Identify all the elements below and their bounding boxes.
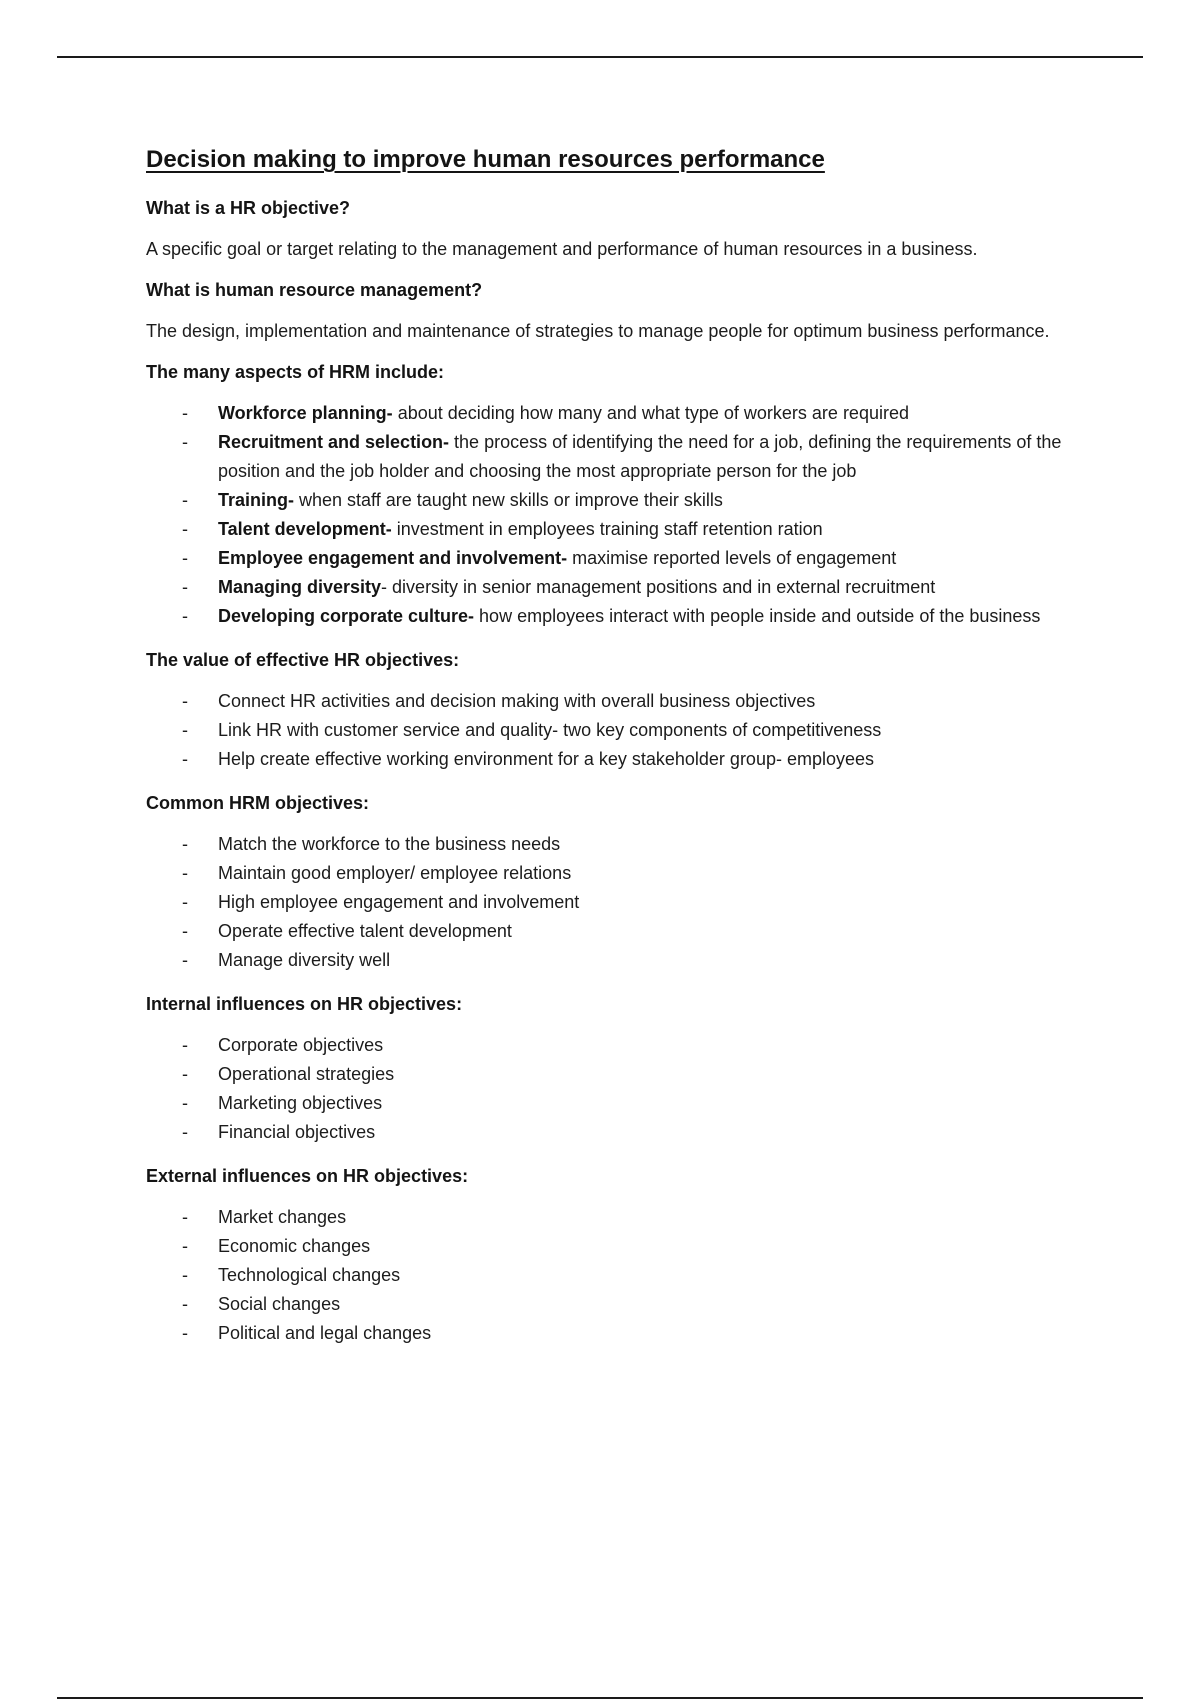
item-text: Political and legal changes: [218, 1323, 432, 1343]
item-text: Corporate objectives: [218, 1035, 384, 1055]
bullet-dash: -: [182, 1265, 188, 1285]
value-list: [146, 687, 1066, 774]
item-description: when staff are taught new skills or improve their skills: [294, 490, 723, 510]
item-text: Economic changes: [218, 1236, 371, 1256]
list-item: [146, 716, 1066, 745]
list-item: [146, 687, 1066, 716]
bullet-dash: -: [182, 606, 188, 626]
list-item: [146, 1089, 1066, 1118]
value-heading: The value of effective HR objectives:: [146, 650, 460, 670]
item-text: Match the workforce to the business needs: [218, 834, 561, 854]
bullet-dash: -: [182, 892, 188, 912]
list-item: [146, 399, 1066, 428]
top-rule: [57, 56, 1143, 58]
item-term: Employee engagement and involvement-: [218, 548, 568, 568]
bullet-dash: -: [182, 834, 188, 854]
bullet-dash: -: [182, 1323, 188, 1343]
item-term: Recruitment and selection-: [218, 432, 450, 452]
bullet-dash: -: [182, 403, 188, 423]
bullet-dash: -: [182, 1236, 188, 1256]
bullet-dash: -: [182, 490, 188, 510]
hr-objective-definition: A specific goal or target relating to the management and performance of human resources in a business.: [146, 239, 978, 259]
document-body: [146, 144, 1066, 1365]
list-item: [146, 1232, 1066, 1261]
bullet-dash: -: [182, 921, 188, 941]
item-text: Social changes: [218, 1294, 341, 1314]
item-description: - diversity in senior management positions and in external recruitment: [381, 577, 936, 597]
item-text: Financial objectives: [218, 1122, 376, 1142]
list-item: [146, 428, 1066, 486]
list-item: [146, 602, 1066, 631]
item-term: Managing diversity: [218, 577, 382, 597]
item-text: Manage diversity well: [218, 950, 391, 970]
list-item: [146, 946, 1066, 975]
hrm-heading: What is human resource management?: [146, 280, 483, 300]
item-description: how employees interact with people inside and outside of the business: [474, 606, 1041, 626]
bullet-dash: -: [182, 863, 188, 883]
item-term: Workforce planning-: [218, 403, 393, 423]
list-item: [146, 888, 1066, 917]
bullet-dash: -: [182, 1122, 188, 1142]
item-text: Maintain good employer/ employee relations: [218, 863, 572, 883]
hrm-definition: The design, implementation and maintenance of strategies to manage people for optimum business performance.: [146, 321, 1050, 341]
external-influences-list: [146, 1203, 1066, 1348]
item-term: Training-: [218, 490, 294, 510]
item-description: the process of identifying the need for a job, defining the requirements of the position and the job holder and choosing the most appropriate person for the job: [218, 432, 1062, 481]
list-item: [146, 1031, 1066, 1060]
bullet-dash: -: [182, 1035, 188, 1055]
item-text: Link HR with customer service and quality- two key components of competitiveness: [218, 720, 882, 740]
item-text: High employee engagement and involvement: [218, 892, 580, 912]
bullet-dash: -: [182, 577, 188, 597]
internal-influences-heading: Internal influences on HR objectives:: [146, 994, 463, 1014]
list-item: [146, 1290, 1066, 1319]
item-term: Talent development-: [218, 519, 392, 539]
list-item: [146, 544, 1066, 573]
item-text: Operational strategies: [218, 1064, 395, 1084]
item-description: maximise reported levels of engagement: [567, 548, 897, 568]
item-text: Market changes: [218, 1207, 347, 1227]
item-text: Technological changes: [218, 1265, 401, 1285]
internal-influences-list: [146, 1031, 1066, 1147]
bullet-dash: -: [182, 1294, 188, 1314]
list-item: [146, 573, 1066, 602]
list-item: [146, 1060, 1066, 1089]
item-text: Marketing objectives: [218, 1093, 383, 1113]
bullet-dash: -: [182, 950, 188, 970]
item-text: Operate effective talent development: [218, 921, 512, 941]
bullet-dash: -: [182, 548, 188, 568]
list-item: [146, 745, 1066, 774]
bullet-dash: -: [182, 1093, 188, 1113]
common-objectives-heading: Common HRM objectives:: [146, 793, 370, 813]
item-term: Developing corporate culture-: [218, 606, 475, 626]
aspects-heading: The many aspects of HRM include:: [146, 362, 445, 382]
page-title: Decision making to improve human resources performance: [146, 146, 825, 173]
list-item: [146, 1203, 1066, 1232]
aspects-list: [146, 399, 1066, 631]
list-item: [146, 515, 1066, 544]
bullet-dash: -: [182, 432, 188, 452]
list-item: [146, 830, 1066, 859]
bullet-dash: -: [182, 691, 188, 711]
bullet-dash: -: [182, 1207, 188, 1227]
list-item: [146, 859, 1066, 888]
item-description: about deciding how many and what type of workers are required: [392, 403, 909, 423]
external-influences-heading: External influences on HR objectives:: [146, 1166, 469, 1186]
common-objectives-list: [146, 830, 1066, 975]
hr-objective-heading: What is a HR objective?: [146, 198, 351, 218]
bottom-rule: [57, 1697, 1143, 1699]
bullet-dash: -: [182, 749, 188, 769]
list-item: [146, 1261, 1066, 1290]
bullet-dash: -: [182, 1064, 188, 1084]
list-item: [146, 917, 1066, 946]
bullet-dash: -: [182, 519, 188, 539]
item-text: Help create effective working environment for a key stakeholder group- employees: [218, 749, 875, 769]
list-item: [146, 486, 1066, 515]
list-item: [146, 1319, 1066, 1348]
item-text: Connect HR activities and decision making with overall business objectives: [218, 691, 816, 711]
item-description: investment in employees training staff retention ration: [391, 519, 823, 539]
bullet-dash: -: [182, 720, 188, 740]
list-item: [146, 1118, 1066, 1147]
